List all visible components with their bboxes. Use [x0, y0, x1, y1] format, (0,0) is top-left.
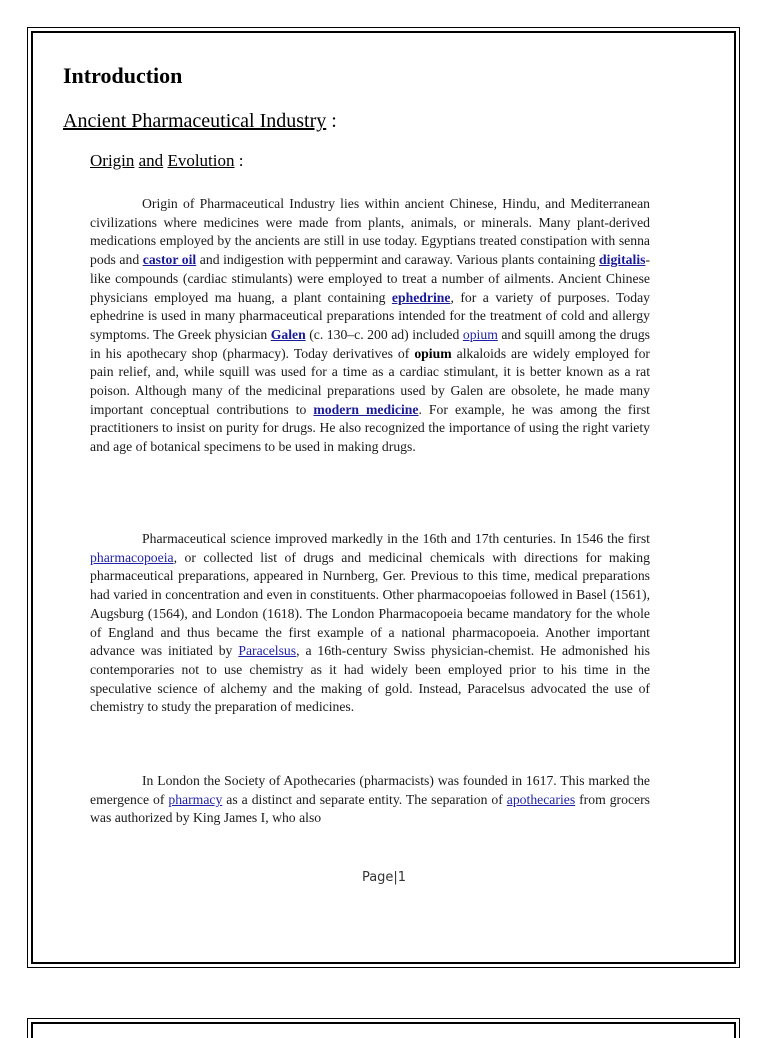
link-modern-medicine[interactable]: modern medicine: [313, 401, 419, 417]
link-ephedrine[interactable]: ephedrine: [391, 289, 451, 305]
paragraph-london-society: [90, 772, 650, 828]
page-title: Introduction: [63, 63, 183, 88]
link-galen[interactable]: Galen: [270, 326, 306, 342]
next-page-border-inner: [31, 1022, 736, 1038]
link-castor-oil[interactable]: castor oil: [142, 252, 197, 268]
paragraph-text: and squill among the drugs in his apothecary shop (pharmacy). Today derivatives of: [90, 326, 650, 361]
link-pharmacy[interactable]: pharmacy: [168, 791, 223, 807]
paragraph-text: as a distinct and separate entity. The separation of: [222, 791, 507, 807]
link-paracelsus[interactable]: Paracelsus: [238, 643, 297, 659]
paragraph-text: alkaloids are widely employed for pain relief, and, while squill was used for a time as a cardiac stimulant, it is better known as a rat poison. Although many of the medicinal preparations used by Galen are obsolete, he made many important conceptual contributions to: [90, 345, 650, 417]
paragraph-text: from grocers was authorized by King James I, who also: [90, 791, 650, 826]
section-heading-suffix: :: [326, 110, 337, 132]
link-opium[interactable]: opium: [462, 326, 498, 342]
subsection-heading: [90, 150, 243, 172]
paragraph-text: (c. 130–c. 200 ad) included: [305, 326, 463, 342]
paragraph-origin: [90, 195, 650, 457]
paragraph-text: , or collected list of drugs and medicinal chemicals with directions for making pharmaceutical preparations, appeared in Nurnberg, Ger. Previous to this time, medical preparations had varied in concentration and even in constituents. Other pharmacopoeias followed in Basel (1561), Augsburg (1564), and London (1618). The London Pharmacopoeia became mandatory for the whole of England and thus became the first example of a national pharmacopoeia. Another important advance was initiated by: [90, 549, 650, 659]
subsection-word-and: and: [138, 151, 164, 170]
paragraph-text: Origin of Pharmaceutical Industry lies within ancient Chinese, Hindu, and Mediterranean civilizations where medicines were made from plants, animals, or minerals. Many plant-derived medications employed by the ancients are still in use today. Egyptians treated constipation with senna pods and: [90, 196, 650, 268]
link-digitalis[interactable]: digitalis: [599, 252, 646, 268]
next-page-border-outer: [27, 1018, 740, 1038]
page-number-footer: Page|1: [361, 870, 407, 885]
subsection-suffix: :: [234, 151, 244, 170]
link-pharmacopoeia[interactable]: pharmacopoeia: [90, 549, 174, 565]
paragraph-pharmaceutical-science: [90, 530, 650, 717]
paragraph-text: , for a variety of purposes. Today ephedrine is used in many pharmaceutical preparations intended for the treatment of cold and allergy symptoms. The Greek physician: [90, 289, 650, 342]
paragraph-text: Pharmaceutical science improved markedly in the 16th and 17th centuries. In 1546 the first: [142, 531, 650, 546]
subsection-word-evolution: Evolution: [167, 151, 235, 170]
paragraph-text: . For example, he was among the first practitioners to insist on purity for drugs. He also recognized the importance of using the right variety and age of botanical specimens to be used in making drugs.: [90, 401, 650, 455]
section-heading: [63, 108, 337, 134]
paragraph-text: , a 16th-century Swiss physician-chemist. He admonished his contemporaries not to use chemistry as it had widely been employed prior to his time in the speculative science of alchemy and the making of gold. Instead, Paracelsus advocated the use of chemistry to study the preparation of medicines.: [90, 643, 650, 715]
bold-opium: opium: [414, 345, 452, 361]
section-heading-title: Ancient Pharmaceutical Industry: [63, 110, 327, 132]
subsection-word-origin: Origin: [90, 151, 135, 170]
paragraph-text: and indigestion with peppermint and caraway. Various plants containing: [196, 252, 600, 268]
paragraph-text: -like compounds (cardiac stimulants) were employed to treat a number of ailments. Ancient Chinese physicians employed ma huang, a plant containing: [90, 252, 651, 305]
paragraph-text: In London the Society of Apothecaries (pharmacists) was founded in 1617. This marked the emergence of: [90, 773, 650, 807]
link-apothecaries[interactable]: apothecaries: [506, 791, 576, 807]
